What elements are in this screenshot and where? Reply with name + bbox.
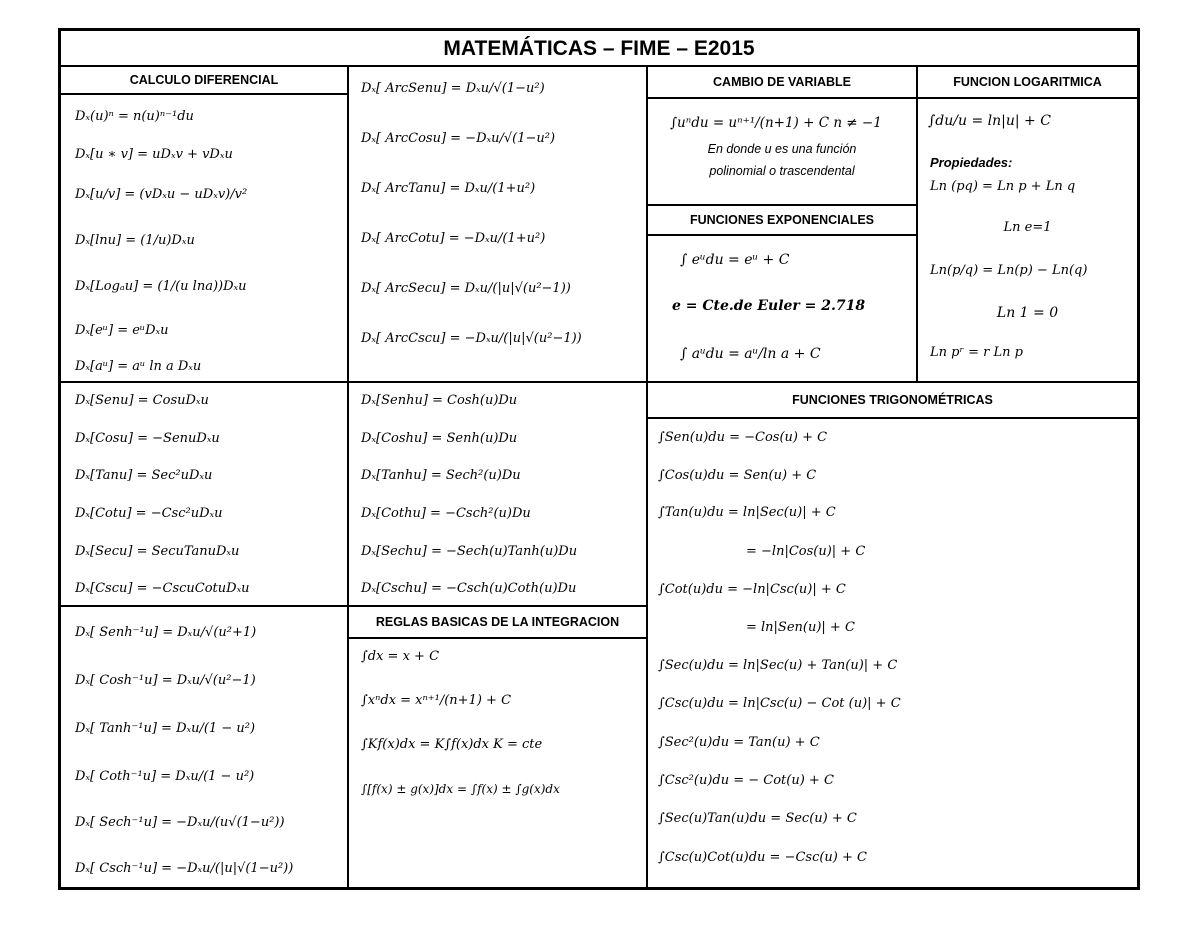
formula: = ln|Sen(u)| + C [746, 620, 855, 635]
arc-derivatives-section [349, 67, 648, 383]
formula: ∫uⁿdu = uⁿ⁺¹/(n+1) + C n ≠ −1 [670, 115, 882, 131]
formula: Dₓ[Cotu] = −Csc²uDₓu [75, 506, 223, 521]
calculo-header: CALCULO DIFERENCIAL [61, 67, 347, 95]
formula: Ln(p/q) = Ln(p) − Ln(q) [930, 263, 1088, 278]
title-bar [61, 31, 1137, 67]
formula: Dₓ[u ∗ v] = uDₓv + vDₓu [75, 147, 233, 162]
cambio-header: CAMBIO DE VARIABLE [648, 67, 916, 99]
trig-derivatives-section [61, 383, 349, 607]
formula: ∫Sec(u)du = ln|Sec(u) + Tan(u)| + C [658, 658, 898, 673]
formula: Dₓ[Coshu] = Senh(u)Du [361, 431, 518, 446]
formula: Dₓ[ ArcSecu] = Dₓu/(|u|√(u²−1)) [361, 281, 571, 296]
formula: = −ln|Cos(u)| + C [746, 544, 866, 559]
formula: ∫ eᵘdu = eᵘ + C [680, 252, 790, 268]
formula: ∫xⁿdx = xⁿ⁺¹/(n+1) + C [361, 693, 512, 708]
trig-integrals-section [648, 383, 1137, 887]
formula: Dₓ(u)ⁿ = n(u)ⁿ⁻¹du [75, 109, 194, 124]
formula: ∫Csc²(u)du = − Cot(u) + C [658, 773, 834, 788]
cambio-note-line1: En donde u es una función [707, 142, 857, 156]
formula: Dₓ[ Coth⁻¹u] = Dₓu/(1 − u²) [75, 769, 255, 784]
formula: ∫dx = x + C [361, 649, 440, 664]
formula: Dₓ[ Cosh⁻¹u] = Dₓu/√(u²−1) [75, 673, 256, 688]
formula: Dₓ[Cschu] = −Csch(u)Coth(u)Du [361, 581, 577, 596]
exponenciales-header: FUNCIONES EXPONENCIALES [648, 206, 916, 236]
page-title: MATEMÁTICAS – FIME – E2015 [443, 37, 755, 60]
formula: Dₓ[ Csch⁻¹u] = −Dₓu/(|u|√(1−u²)) [75, 861, 294, 876]
formula: Dₓ[Senhu] = Cosh(u)Du [361, 393, 518, 408]
cambio-note-line2: polinomial o trascendental [709, 164, 855, 178]
formula: ∫Cos(u)du = Sen(u) + C [658, 468, 817, 483]
logaritmica-section [918, 67, 1137, 383]
formula: Dₓ[Secu] = SecuTanuDₓu [75, 544, 240, 559]
formula: Dₓ[u/v] = (vDₓu − uDₓv)/v² [75, 187, 248, 202]
logaritmica-header: FUNCION LOGARITMICA [918, 67, 1137, 99]
formula: Ln 1 = 0 [996, 305, 1059, 321]
formula: ∫Sec²(u)du = Tan(u) + C [658, 735, 820, 750]
formula: Dₓ[lnu] = (1/u)Dₓu [75, 233, 195, 248]
formula: ∫Csc(u)Cot(u)du = −Csc(u) + C [658, 850, 867, 865]
formula: Dₓ[ ArcSenu] = Dₓu/√(1−u²) [361, 81, 545, 96]
formula-sheet [58, 28, 1140, 890]
formula: Dₓ[ Senh⁻¹u] = Dₓu/√(u²+1) [75, 625, 257, 640]
exponenciales-section [648, 206, 918, 383]
formula: ∫Cot(u)du = −ln|Csc(u)| + C [658, 582, 846, 597]
formula: Dₓ[ Tanh⁻¹u] = Dₓu/(1 − u²) [75, 721, 256, 736]
trigonometricas-header: FUNCIONES TRIGONOMÉTRICAS [648, 383, 1137, 419]
formula: e = Cte.de Euler = 2.718 [672, 298, 866, 314]
formula: ∫Sec(u)Tan(u)du = Sec(u) + C [658, 811, 857, 826]
formula: Dₓ[aᵘ] = aᵘ ln a Dₓu [75, 359, 202, 374]
formula: Dₓ[ ArcCscu] = −Dₓu/(|u|√(u²−1)) [361, 331, 582, 346]
formula: ∫Csc(u)du = ln|Csc(u) − Cot (u)| + C [658, 696, 901, 711]
reglas-header: REGLAS BASICAS DE LA INTEGRACION [349, 607, 646, 639]
formula: Dₓ[Tanu] = Sec²uDₓu [75, 468, 213, 483]
formula: Dₓ[Tanhu] = Sech²(u)Du [361, 468, 521, 483]
formula: Dₓ[Cosu] = −SenuDₓu [75, 431, 220, 446]
formula: Dₓ[Senu] = CosuDₓu [75, 393, 209, 408]
formula: Dₓ[ ArcTanu] = Dₓu/(1+u²) [361, 181, 536, 196]
formula: Ln e=1 [1003, 220, 1052, 235]
formula: ∫ aᵘdu = aᵘ/ln a + C [680, 346, 821, 362]
formula: ∫du/u = ln|u| + C [928, 113, 1051, 129]
formula: Dₓ[Logₐu] = (1/(u lna))Dₓu [75, 279, 247, 294]
reglas-integracion-section [349, 607, 648, 887]
formula: ∫Sen(u)du = −Cos(u) + C [658, 430, 828, 445]
inverse-hyperbolic-section [61, 607, 349, 887]
formula: ∫Kf(x)dx = K∫f(x)dx K = cte [361, 737, 543, 752]
formula: Dₓ[Cothu] = −Csch²(u)Du [361, 506, 531, 521]
propiedades-label: Propiedades: [930, 155, 1013, 170]
hyperbolic-derivatives-section [349, 383, 648, 607]
formula: Ln pʳ = r Ln p [930, 345, 1023, 360]
formula: Dₓ[Sechu] = −Sech(u)Tanh(u)Du [361, 544, 578, 559]
calculo-diferencial-section [61, 67, 349, 383]
formula: ∫[f(x) ± g(x)]dx = ∫f(x) ± ∫g(x)dx [361, 782, 560, 796]
formula: Dₓ[ ArcCotu] = −Dₓu/(1+u²) [361, 231, 546, 246]
formula: Dₓ[ Sech⁻¹u] = −Dₓu/(u√(1−u²)) [75, 815, 285, 830]
formula: Dₓ[ ArcCosu] = −Dₓu/√(1−u²) [361, 131, 556, 146]
cambio-variable-section [648, 67, 918, 206]
formula: Dₓ[eᵘ] = eᵘDₓu [75, 323, 169, 338]
formula: Ln (pq) = Ln p + Ln q [930, 179, 1076, 194]
formula: ∫Tan(u)du = ln|Sec(u)| + C [658, 505, 836, 520]
formula: Dₓ[Cscu] = −CscuCotuDₓu [75, 581, 250, 596]
